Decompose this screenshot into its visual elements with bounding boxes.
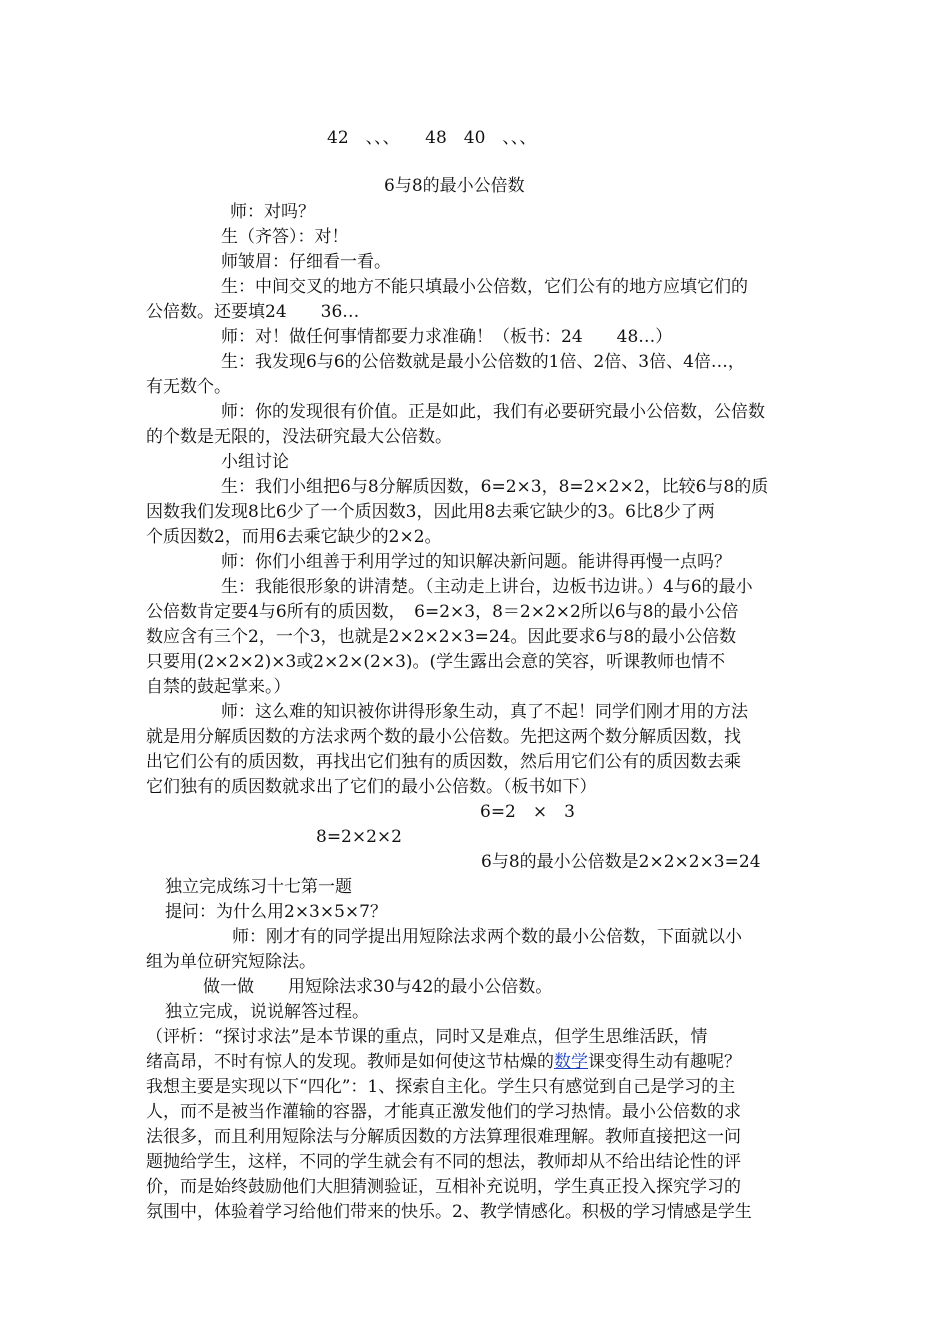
paragraph-line: 独立完成，说说解答过程。 bbox=[165, 1002, 369, 1022]
paragraph-line: （评析：“探讨求法”是本节课的重点，同时又是难点，但学生思维活跃，情 bbox=[146, 1027, 708, 1047]
paragraph-line: 师：对！做任何事情都要力求准确！（板书：24 48…） bbox=[221, 327, 673, 347]
paragraph-line: 人，而不是被当作灌输的容器，才能真正激发他们的学习热情。最小公倍数的求 bbox=[146, 1102, 741, 1122]
paragraph-line: 数应含有三个2，一个3，也就是2×2×2×3=24。因此要求6与8的最小公倍数 bbox=[146, 627, 737, 647]
paragraph-line: 题抛给学生，这样，不同的学生就会有不同的想法，教师却从不给出结论性的评 bbox=[146, 1152, 741, 1172]
paragraph-line: 提问：为什么用2×3×5×7？ bbox=[165, 902, 387, 922]
paragraph-line: 师：你的发现很有价值。正是如此，我们有必要研究最小公倍数，公倍数 bbox=[221, 402, 765, 422]
number-sequence-line: 42 、、、 48 40 、、、 bbox=[327, 128, 537, 148]
paragraph-line: 组为单位研究短除法。 bbox=[146, 952, 316, 972]
paragraph-line: 氛围中，体验着学习给他们带来的快乐。2、教学情感化。积极的学习情感是学生 bbox=[146, 1202, 752, 1222]
paragraph-line: 师皱眉：仔细看一看。 bbox=[221, 252, 391, 272]
paragraph-line: 因数我们发现8比6少了一个质因数3，因此用8去乘它缺少的3。6比8少了两 bbox=[146, 502, 715, 522]
paragraph-line: 做一做 用短除法求30与42的最小公倍数。 bbox=[203, 977, 553, 997]
paragraph-line: 自禁的鼓起掌来。） bbox=[146, 677, 291, 697]
paragraph-line: 就是用分解质因数的方法求两个数的最小公倍数。先把这两个数分解质因数，找 bbox=[146, 727, 741, 747]
paragraph-line: 公倍数肯定要4与6所有的质因数， 6=2×3，8＝2×2×2所以6与8的最小公倍 bbox=[146, 602, 739, 622]
paragraph-line: 公倍数。还要填24 36… bbox=[146, 302, 360, 322]
diagram-caption: 6与8的最小公倍数 bbox=[384, 176, 525, 196]
math-link[interactable]: 数学 bbox=[554, 1052, 588, 1072]
paragraph-line: 我想主要是实现以下“四化”：1、探索自主化。学生只有感觉到自己是学习的主 bbox=[146, 1077, 736, 1097]
paragraph-line: 个质因数2，而用6去乘它缺少的2×2。 bbox=[146, 527, 442, 547]
paragraph-text: 绪高昂，不时有惊人的发现。教师是如何使这节枯燥的 bbox=[146, 1052, 554, 1072]
formula-line: 6与8的最小公倍数是2×2×2×3=24 bbox=[481, 852, 761, 872]
paragraph-line: 法很多，而且利用短除法与分解质因数的方法算理很难理解。教师直接把这一问 bbox=[146, 1127, 741, 1147]
formula-line: 6=2 × 3 bbox=[480, 802, 575, 822]
paragraph-line: 只要用(2×2×2)×3或2×2×(2×3)。(学生露出会意的笑容，听课教师也情不 bbox=[146, 652, 726, 672]
formula-line: 8=2×2×2 bbox=[316, 827, 402, 847]
paragraph-line: 独立完成练习十七第一题 bbox=[165, 877, 352, 897]
paragraph-line: 有无数个。 bbox=[146, 377, 231, 397]
paragraph-line: 的个数是无限的，没法研究最大公倍数。 bbox=[146, 427, 452, 447]
section-heading: 小组讨论 bbox=[221, 452, 289, 472]
paragraph-line: 师：刚才有的同学提出用短除法求两个数的最小公倍数，下面就以小 bbox=[232, 927, 742, 947]
paragraph-line: 出它们公有的质因数，再找出它们独有的质因数，然后用它们公有的质因数去乘 bbox=[146, 752, 741, 772]
paragraph-line: 价，而是始终鼓励他们大胆猜测验证，互相补充说明，学生真正投入探究学习的 bbox=[146, 1177, 741, 1197]
paragraph-line bbox=[146, 1050, 741, 1075]
paragraph-line: 师：对吗？ bbox=[230, 202, 315, 222]
paragraph-line: 生：我发现6与6的公倍数就是最小公倍数的1倍、2倍、3倍、4倍…， bbox=[221, 352, 745, 372]
paragraph-line: 它们独有的质因数就求出了它们的最小公倍数。（板书如下） bbox=[146, 777, 597, 797]
paragraph-line: 生：我能很形象的讲清楚。（主动走上讲台，边板书边讲。）4与6的最小 bbox=[221, 577, 753, 597]
paragraph-line: 生：中间交叉的地方不能只填最小公倍数，它们公有的地方应填它们的 bbox=[221, 277, 748, 297]
paragraph-line: 生：我们小组把6与8分解质因数，6=2×3，8=2×2×2，比较6与8的质 bbox=[221, 477, 769, 497]
paragraph-line: 生（齐答）：对！ bbox=[221, 227, 349, 247]
paragraph-line: 师：你们小组善于利用学过的知识解决新问题。能讲得再慢一点吗？ bbox=[221, 552, 731, 572]
paragraph-line: 师：这么难的知识被你讲得形象生动，真了不起！同学们刚才用的方法 bbox=[221, 702, 748, 722]
paragraph-text: 课变得生动有趣呢？ bbox=[588, 1052, 741, 1072]
